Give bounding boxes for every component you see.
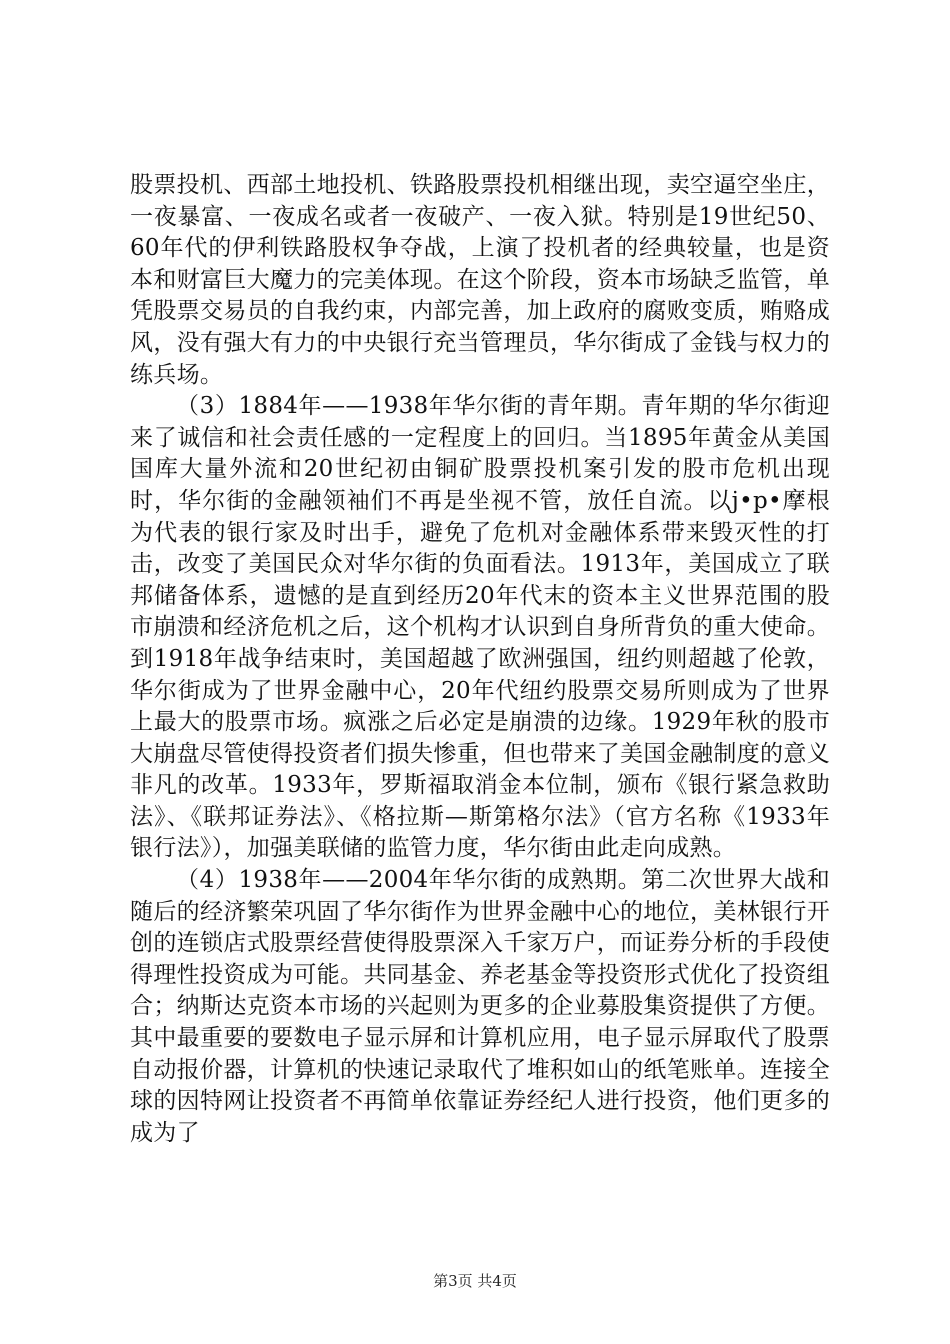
paragraph-continuation: 股票投机、西部土地投机、铁路股票投机相继出现，卖空逼空坐庄，一夜暴富、一夜成名或者一夜破产、一夜入狱。特别是19世纪50、60年代的伊利铁路股权争夺战，上演了投机者的经典较量，也是资本和财富巨大魔力的完美体现。在这个阶段，资本市场缺乏监管，单凭股票交易员的自我约束，内部完善，加上政府的腐败变质，贿赂成风，没有强大有力的中央银行充当管理员，华尔街成了金钱与权力的练兵场。 [130, 172, 830, 388]
page-number-footer: 第3页 共4页 [433, 1272, 517, 1290]
paragraph-youth-period: （3）1884年——1938年华尔街的青年期。青年期的华尔街迎来了诚信和社会责任感的一定程度上的回归。当1895年黄金从美国国库大量外流和20世纪初由铜矿股票投机案引发的股市危机出现时，华尔街的金融领袖们不再是坐视不管，放任自流。以j•p•摩根为代表的银行家及时出手，避免了危机对金融体系带来毁灭性的打击，改变了美国民众对华尔街的负面看法。1913年，美国成立了联邦储备体系，遗憾的是直到经历20年代末的资本主义世界范围的股市崩溃和经济危机之后，这个机构才认识到自身所背负的重大使命。到1918年战争结束时，美国超越了欧洲强国，纽约则超越了伦敦，华尔街成为了世界金融中心，20年代纽约股票交易所则成为了世界上最大的股票市场。疯涨之后必定是崩溃的边缘。1929年秋的股市大崩盘尽管使得投资者们损失惨重，但也带来了美国金融制度的意义非凡的改革。1933年，罗斯福取消金本位制，颁布《银行紧急救助法》、《联邦证券法》、《格拉斯—斯第格尔法》（官方名称《1933年银行法》），加强美联储的监管力度，华尔街由此走向成熟。 [130, 393, 830, 862]
paragraph-mature-period: （4）1938年——2004年华尔街的成熟期。第二次世界大战和随后的经济繁荣巩固了华尔街作为世界金融中心的地位，美林银行开创的连锁店式股票经营使得股票深入千家万户，而证券分析的手段使得理性投资成为可能。共同基金、养老基金等投资形式优化了投资组合；纳斯达克资本市场的兴起则为更多的企业募股集资提供了方便。其中最重要的要数电子显示屏和计算机应用，电子显示屏取代了股票自动报价器，计算机的快速记录取代了堆积如山的纸笔账单。连接全球的因特网让投资者不再简单依靠证券经纪人进行投资，他们更多的成为了 [130, 867, 830, 1146]
body-text [130, 170, 830, 1149]
